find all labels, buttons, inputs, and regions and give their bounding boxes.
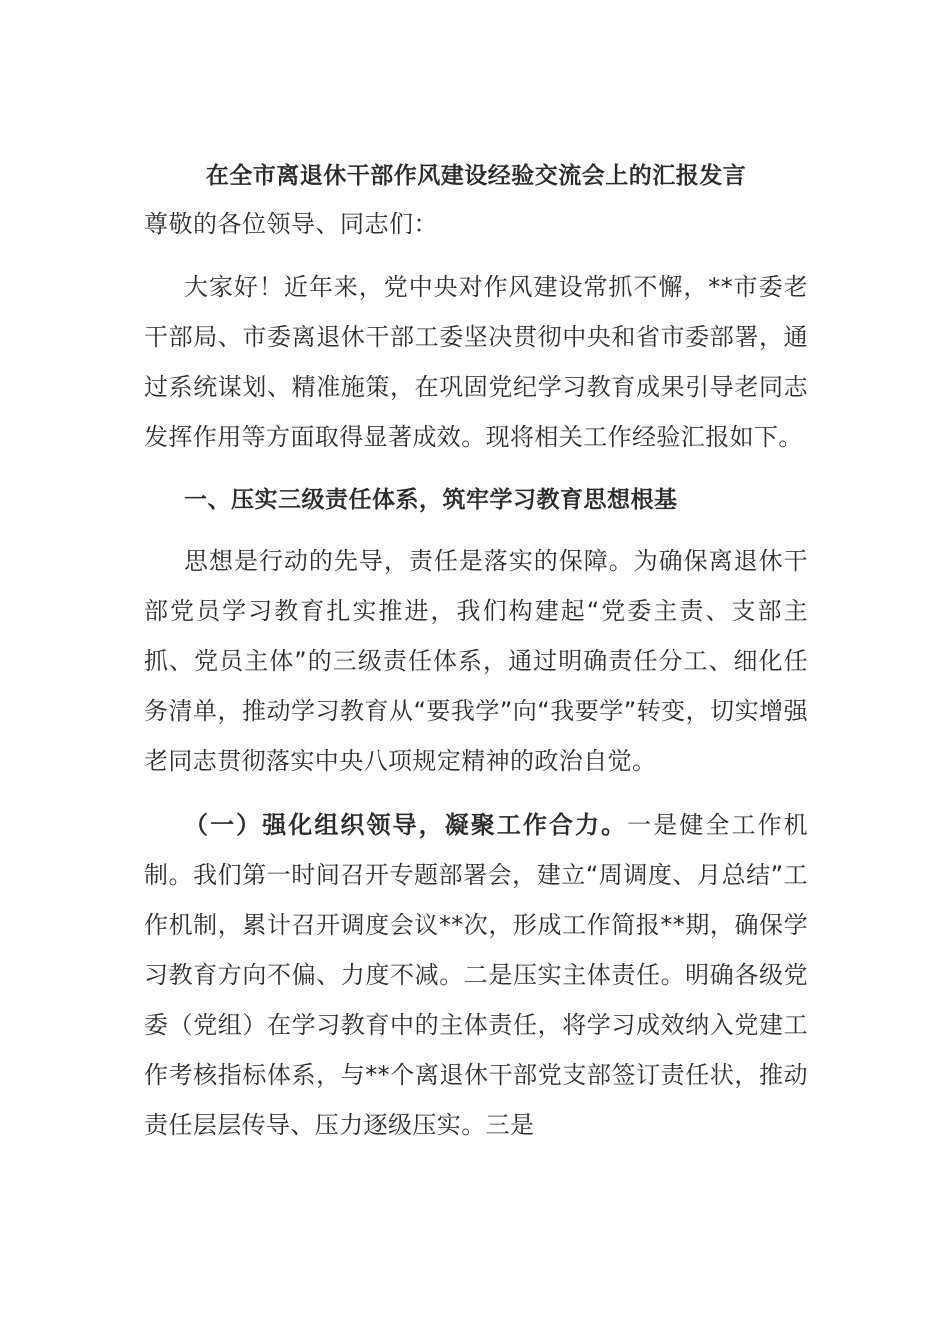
document-body xyxy=(144,152,808,1164)
document-title: 在全市离退休干部作风建设经验交流会上的汇报发言 xyxy=(205,163,747,189)
section-1-paragraph: 思想是行动的先导，责任是落实的保障。为确保离退休干部党员学习教育扎实推进，我们构建起“党委主责、支部主抓、党员主体”的三级责任体系，通过明确责任分工、细化任务清单，推动学习教育从“要我学”向“我要学”转变，切实增强老同志贯彻落实中央八项规定精神的政治自觉。 xyxy=(144,547,808,775)
section-1-heading: 一、压实三级责任体系，筑牢学习教育思想根基 xyxy=(184,487,678,513)
subsection-1-lead: （一）强化组织领导，凝聚工作合力。 xyxy=(184,811,628,839)
intro-paragraph: 大家好！近年来，党中央对作风建设常抓不懈，**市委老干部局、市委离退休干部工委坚决贯彻中央和省市委部署，通过系统谋划、精准施策，在巩固党纪学习教育成果引导老同志发挥作用等方面取得显著成效。现将相关工作经验汇报如下。 xyxy=(144,273,808,451)
subsection-1-paragraph xyxy=(144,800,808,1150)
subsection-1-text: 一是健全工作机制。我们第一时间召开专题部署会，建立“周调度、月总结”工作机制，累计召开调度会议**次，形成工作简报**期，确保学习教育方向不偏、力度不减。二是压实主体责任。明确各级党委（党组）在学习教育中的主体责任，将学习成效纳入党建工作考核指标体系，与**个离退休干部党支部签订责任状，推动责任层层传导、压力逐级压实。三是 xyxy=(144,811,808,1139)
salutation: 尊敬的各位领导、同志们： xyxy=(144,210,438,238)
